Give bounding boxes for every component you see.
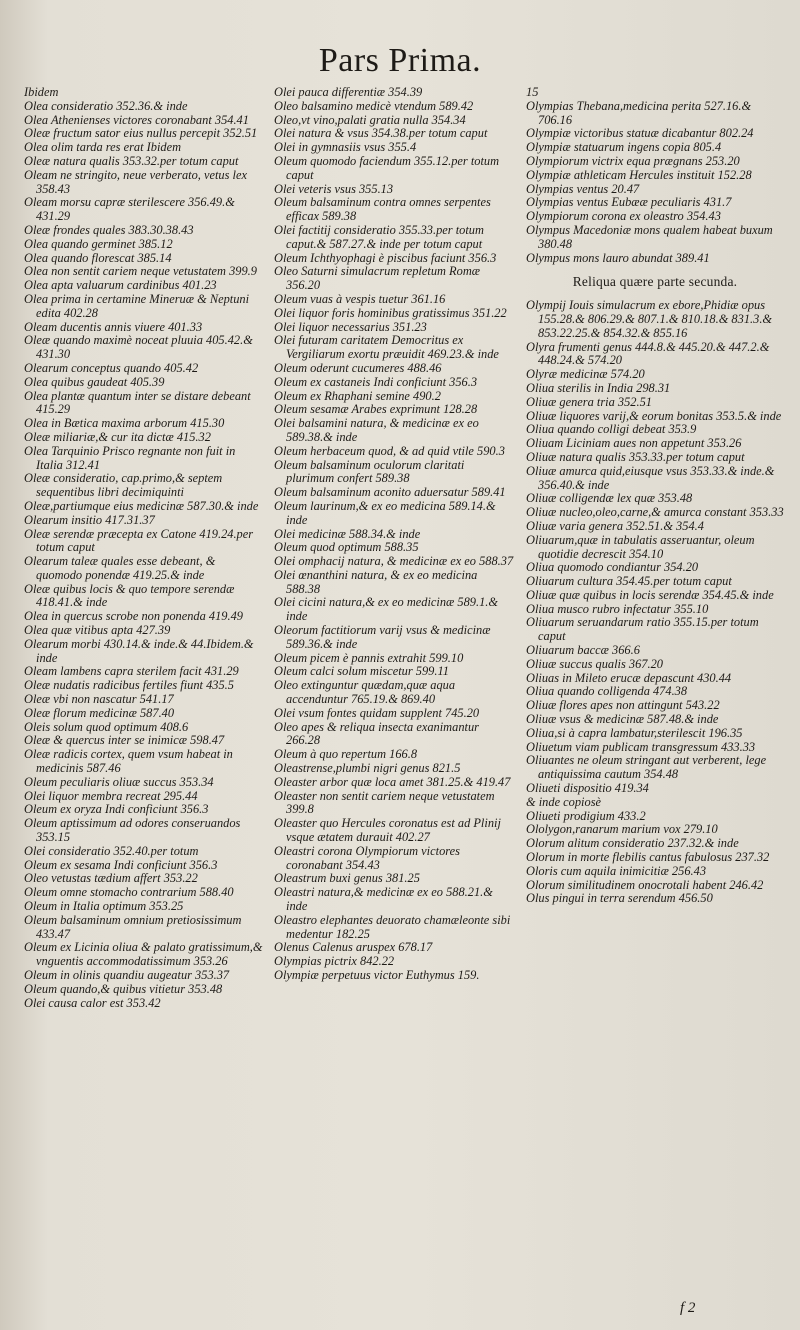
index-entry: Olea Tarquinio Prisco regnante non fuit in Italia 312.41	[24, 443, 236, 472]
index-entry: Oliuantes ne oleum stringant aut verberent, lege antiquissima cautum 354.48	[526, 753, 767, 782]
page-title: Pars Prima.	[318, 42, 482, 79]
index-entry: Oleum Ichthyophagi è piscibus faciunt 356.3	[274, 250, 497, 265]
index-entry: Oliuæ amurca quid,eiusque vsus 353.33.& inde.& 356.40.& inde	[526, 463, 775, 492]
signature-mark: f 2	[680, 1300, 696, 1316]
index-entry: Olei pauca differentiæ 354.39	[274, 85, 423, 99]
index-entry: Oloris cum aquila inimicitiæ 256.43	[526, 863, 707, 878]
index-entry: Oleæ florum medicinæ 587.40	[24, 705, 175, 720]
index-entry: Olea in Bætica maxima arborum 415.30	[24, 416, 225, 431]
index-entry: Oleo,vt vino,palati gratia nulla 354.34	[274, 112, 466, 127]
index-entry: Oleum calci solum miscetur 599.11	[274, 664, 449, 679]
index-entry: Olea in quercus scrobe non ponenda 419.49	[24, 609, 243, 624]
index-entry: Ololygon,ranarum marium vox 279.10	[526, 822, 718, 837]
index-entry: Oleo extinguntur quædam,quæ aqua accenduntur 765.19.& 869.40	[274, 678, 456, 707]
index-entry: Olympiæ victoribus statuæ dicabantur 802.24	[526, 126, 754, 141]
index-entry: Oliua sterilis in India 298.31	[526, 380, 671, 395]
index-entry: Oliua,si à capra lambatur,sterilescit 196.35	[526, 725, 743, 740]
index-entry: Oliuarum seruandarum ratio 355.15.per totum caput	[526, 615, 759, 644]
index-entry: Olympias ventus Eubææ peculiaris 431.7	[526, 195, 732, 210]
index-entry: Oleam lambens capra sterilem facit 431.29	[24, 664, 239, 679]
index-entry: Olei omphacij natura, & medicinæ ex eo 588.37	[274, 554, 514, 569]
index-entry: Oleæ serendæ præcepta ex Catone 419.24.per totum caput	[24, 526, 254, 555]
index-entry: Olearum conceptus quando 405.42	[24, 360, 199, 375]
index-entry: Olearum morbi 430.14.& inde.& 44.Ibidem.& inde	[24, 636, 254, 665]
index-entry: Olea plantæ quantum inter se distare debeant 415.29	[24, 388, 251, 417]
index-entry: Oliuarum cultura 354.45.per totum caput	[526, 574, 732, 589]
index-entry: Oleum herbaceum quod, & ad quid vtile 590.3	[274, 443, 505, 458]
index-entry: & inde copiosè	[526, 794, 602, 809]
index-entry: Oleæ consideratio, cap.primo,& septem sequentibus libri decimiquinti	[24, 471, 223, 500]
index-entry: Oleum in olinis quandiu augeatur 353.37	[24, 968, 230, 982]
index-entry: Oleis solum quod optimum 408.6	[24, 719, 189, 734]
index-entry: Oliua quomodo condiantur 354.20	[526, 560, 699, 575]
index-entry: Oliua quando colligi debeat 353.9	[526, 422, 697, 437]
index-entry: Olei in gymnasiis vsus 355.4	[274, 140, 417, 155]
index-entry: Oliuæ nucleo,oleo,carne,& amurca constant 353.33	[526, 505, 784, 520]
index-entry: Oleaster non sentit cariem neque vetustatem 399.8	[274, 788, 495, 817]
index-entry: Oleo balsamino medicè vtendum 589.42	[274, 98, 474, 113]
index-entry: Oleam ne stringito, neue verberato, vetus lex 358.43	[24, 167, 247, 196]
index-entry: Olympiorum corona ex oleastro 354.43	[526, 209, 721, 224]
index-entry: Olympus Macedoniæ mons qualem habeat buxum 380.48	[526, 222, 773, 251]
index-entry: Olea apta valuarum cardinibus 401.23	[24, 278, 217, 293]
index-entry: Olei futuram caritatem Democritus ex Vergiliarum exortu præuidit 469.23.& inde	[274, 333, 499, 362]
index-entry: Olorum in morte flebilis cantus fabulosus 237.32	[526, 850, 770, 865]
index-entry: Olei vsum fontes quidam supplent 745.20	[274, 705, 480, 720]
index-column-1	[24, 86, 264, 1010]
index-entry: Oleum omne stomacho contrarium 588.40	[24, 885, 234, 900]
index-entry: Oleæ nudatis radicibus fertiles fiunt 435.5	[24, 678, 234, 693]
index-entry: Oliuarum baccæ 366.6	[526, 643, 640, 658]
index-entry: Olympiorum victrix equa prægnans 253.20	[526, 153, 740, 168]
index-entry: Olyra frumenti genus 444.8.& 445.20.& 447.2.& 448.24.& 574.20	[526, 339, 770, 368]
index-entry: Oliuæ genera tria 352.51	[526, 394, 652, 409]
index-entry: Olearum insitio 417.31.37	[24, 512, 155, 527]
index-entry: Oliuas in Mileto erucæ depascunt 430.44	[526, 670, 732, 685]
index-entry: Olei œnanthini natura, & ex eo medicina 588.38	[274, 567, 478, 596]
index-entry: Oleum vuas à vespis tuetur 361.16	[274, 291, 446, 306]
index-entry: Oliua quando colligenda 474.38	[526, 684, 688, 699]
index-entry: Olea Athenienses victores coronabant 354.41	[24, 112, 249, 127]
index-entry: Olympias ventus 20.47	[526, 181, 640, 196]
index-entry: Oleæ,partiumque eius medicinæ 587.30.& inde	[24, 498, 259, 513]
index-entry: Oleam ducentis annis viuere 401.33	[24, 319, 203, 334]
index-entry: Oleastri natura,& medicinæ ex eo 588.21.& inde	[274, 885, 493, 914]
index-entry: Oleaster arbor quæ loca amet 381.25.& 419.47	[274, 774, 511, 789]
index-entry: Oleum sesamæ Arabes exprimunt 128.28	[274, 402, 478, 417]
index-column-2	[274, 86, 514, 983]
index-entry: Olympias pictrix 842.22	[274, 954, 395, 969]
index-entry: Oliuæ succus qualis 367.20	[526, 656, 663, 671]
index-entry: Olei balsamini natura, & medicinæ ex eo 589.38.& inde	[274, 416, 479, 444]
index-entry: Ibidem	[24, 85, 59, 99]
index-entry: Olei liquor membra recreat 295.44	[24, 788, 198, 803]
index-entry: Oleum à quo repertum 166.8	[274, 747, 418, 762]
index-entry: Oliuæ quæ quibus in locis serendæ 354.45.& inde	[526, 587, 774, 602]
index-entry: Oleæ natura qualis 353.32.per totum caput	[24, 153, 239, 168]
index-entry: Oleum quod optimum 588.35	[274, 540, 419, 555]
index-entry: Olei medicinæ 588.34.& inde	[274, 526, 421, 541]
index-entry: Olea quibus gaudeat 405.39	[24, 374, 165, 389]
index-entry: Olei factitij consideratio 355.33.per totum caput.& 587.27.& inde per totum caput	[274, 222, 484, 251]
index-entry: Oleum laurinum,& ex eo medicina 589.14.& inde	[274, 498, 496, 527]
index-entry: Oliuæ colligendæ lex quæ 353.48	[526, 491, 693, 506]
index-entry: Oleæ vbi non nascatur 541.17	[24, 692, 174, 707]
index-entry: Oleum peculiaris oliuæ succus 353.34	[24, 774, 214, 789]
index-entry: Oleo apes & reliqua insecta exanimantur 266.28	[274, 719, 479, 748]
index-entry: Olea quando florescat 385.14	[24, 250, 172, 265]
index-entry: Olorum alitum consideratio 237.32.& inde	[526, 836, 739, 851]
index-entry: Oleum ex castaneis Indi conficiunt 356.3	[274, 374, 478, 389]
index-entry: Oleum balsaminum aconito aduersatur 589.41	[274, 485, 506, 500]
index-entry: Olenus Calenus aruspex 678.17	[274, 940, 433, 955]
index-entry: Olea consideratio 352.36.& inde	[24, 98, 188, 113]
index-entry: Oleum ex Rhaphani semine 490.2	[274, 388, 441, 403]
index-entry: Olympiæ athleticam Hercules instituit 152.28	[526, 167, 752, 182]
index-entry: Oliuæ varia genera 352.51.& 354.4	[526, 518, 704, 533]
index-entry: Olympij Iouis simulacrum ex ebore,Phidiæ opus 155.28.& 806.29.& 807.1.& 810.18.& 831.3.& 853.22.25.& 854.32.& 855.16	[526, 298, 773, 340]
index-entry: Oliuæ natura qualis 353.33.per totum caput	[526, 449, 745, 464]
index-entry: Olympias Thebana,medicina perita 527.16.& 706.16	[526, 98, 752, 127]
index-entry: Oliua musco rubro infectatur 355.10	[526, 601, 709, 616]
index-entry: Olei natura & vsus 354.38.per totum caput	[274, 126, 488, 141]
index-entry: Oleum ex oryza Indi conficiunt 356.3	[24, 802, 209, 817]
index-entry: Olyræ medicinæ 574.20	[526, 367, 645, 382]
index-entry: Olea quando germinet 385.12	[24, 236, 173, 251]
index-entry: Olus pingui in terra serendum 456.50	[526, 891, 713, 906]
index-entry: Olea olim tarda res erat Ibidem	[24, 140, 182, 155]
index-entry: Olea prima in certamine Mineruæ & Neptuni edita 402.28	[24, 291, 250, 320]
index-entry: Oliuarum,quæ in tabulatis asseruantur, oleum quotidie decrescit 354.10	[526, 532, 755, 561]
index-entry: Oleum picem è pannis extrahit 599.10	[274, 650, 464, 665]
index-entry: Oleastro elephantes deuorato chamæleonte sibi medentur 182.25	[274, 912, 511, 941]
index-entry: Oliueti prodigium 433.2	[526, 808, 646, 823]
index-entry: Oleæ radicis cortex, quem vsum habeat in medicinis 587.46	[24, 747, 233, 776]
index-entry: Oleaster quo Hercules coronatus est ad Plinij vsque ætatem durauit 402.27	[274, 816, 501, 845]
index-entry: Oleæ quando maximè noceat pluuia 405.42.& 431.30	[24, 333, 253, 362]
index-entry: Oliueti dispositio 419.34	[526, 781, 649, 796]
index-entry: Oliuæ liquores varij,& eorum bonitas 353.5.& inde	[526, 408, 782, 423]
index-entry: Oleum balsaminum contra omnes serpentes efficax 589.38	[274, 195, 491, 224]
index-entry: Oleæ fructum sator eius nullus percepit 352.51	[24, 126, 258, 141]
index-entry: Oleæ frondes quales 383.30.38.43	[24, 222, 194, 237]
index-entry: Oliuam Liciniam aues non appetunt 353.26	[526, 436, 742, 451]
index-entry: Olympus mons lauro abundat 389.41	[526, 250, 710, 265]
index-entry: Oliuæ vsus & medicinæ 587.48.& inde	[526, 712, 719, 727]
index-entry: Oleastrense,plumbi nigri genus 821.5	[274, 761, 461, 776]
index-columns	[24, 86, 784, 1316]
index-column-3	[526, 86, 784, 906]
index-entry: Oleo vetustas tædium affert 353.22	[24, 871, 198, 886]
index-entry: Olei liquor foris hominibus gratissimus 351.22	[274, 305, 507, 320]
index-entry: Olei liquor necessarius 351.23	[274, 319, 427, 334]
index-entry: Oleum oderunt cucumeres 488.46	[274, 360, 442, 375]
index-entry: Oleum in Italia optimum 353.25	[24, 899, 184, 914]
index-entry: Oleum ex Licinia oliua & palato gratissimum,& vnguentis accommodatissimum 353.26	[24, 940, 263, 969]
index-entry: Oleastrum buxi genus 381.25	[274, 871, 420, 886]
index-entry: Oliuæ flores apes non attingunt 543.22	[526, 698, 720, 713]
index-entry: Olympiæ statuarum ingens copia 805.4	[526, 140, 722, 155]
index-entry: Oleæ miliariæ,& cur ita dictæ 415.32	[24, 429, 211, 444]
index-entry: Oleorum factitiorum varij vsus & medicinæ 589.36.& inde	[274, 623, 491, 651]
index-entry: Oleum quando,& quibus vitietur 353.48	[24, 981, 223, 996]
index-entry: Oleum quomodo faciendum 355.12.per totum caput	[274, 153, 500, 182]
index-entry: Oliuetum viam publicam transgressum 433.33	[526, 739, 756, 754]
index-entry: Oleum aptissimum ad odores conseruandos 353.15	[24, 816, 241, 845]
index-entry: Olympiæ perpetuus victor Euthymus 159.	[274, 968, 480, 982]
index-entry: Olei veteris vsus 355.13	[274, 181, 394, 196]
index-entry: Olei cicini natura,& ex eo medicinæ 589.1.& inde	[274, 595, 499, 624]
index-entry: Olea quæ vitibus apta 427.39	[24, 623, 171, 638]
index-entry: Olorum similitudinem onocrotali habent 246.42	[526, 877, 764, 892]
index-entry: Oleæ quibus locis & quo tempore serendæ 418.41.& inde	[24, 581, 235, 610]
index-entry: Olea non sentit cariem neque vetustatem 399.9	[24, 264, 257, 279]
index-entry: Oleum balsaminum oculorum claritati plurimum confert 589.38	[274, 457, 465, 486]
index-entry: Oleæ & quercus inter se inimicæ 598.47	[24, 733, 225, 748]
index-entry: Olearum taleæ quales esse debeant, & quomodo ponendæ 419.25.& inde	[24, 554, 216, 582]
index-entry: Oleo Saturni simulacrum repletum Romæ 356.20	[274, 264, 481, 293]
index-entry: Oleum balsaminum omnium pretiosissimum 433.47	[24, 912, 242, 941]
index-entry: Oleam morsu capræ sterilescere 356.49.& 431.29	[24, 195, 235, 224]
index-entry: Olei causa calor est 353.42	[24, 995, 161, 1010]
index-entry: Oleum ex sesama Indi conficiunt 356.3	[24, 857, 218, 872]
index-entry: 15	[526, 85, 539, 99]
index-entry: Oleastri corona Olympiorum victores coronabant 354.43	[274, 843, 460, 872]
index-entry: Olei consideratio 352.40.per totum	[24, 843, 199, 858]
section-heading: Reliqua quære parte secunda.	[572, 274, 738, 290]
